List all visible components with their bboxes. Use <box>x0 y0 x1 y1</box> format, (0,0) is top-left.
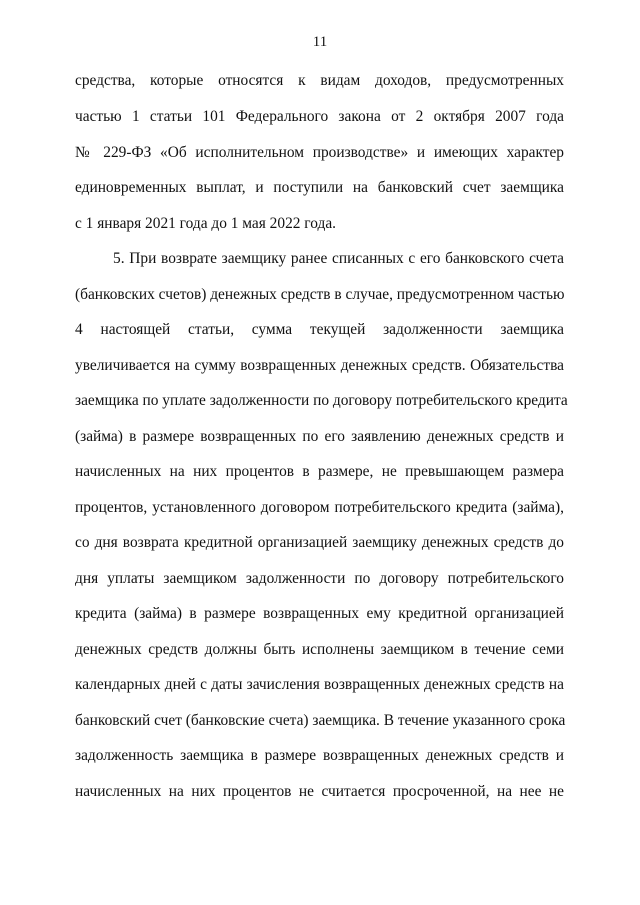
text-line-2: частью 1 статьи 101 Федерального закона от 2 октября 2007 года <box>75 108 564 125</box>
text-line-19: банковский счет (банковские счета) заемщика. В течение указанного срока <box>75 712 566 729</box>
text-line-21: начисленных на них процентов не считается просроченной, на нее не <box>75 783 564 800</box>
text-line-20: задолженность заемщика в размере возвращенных денежных средств и <box>75 747 564 764</box>
text-line-7: (банковских счетов) денежных средств в случае, предусмотренном частью <box>75 286 565 303</box>
text-line-10: заемщика по уплате задолженности по договору потребительского кредита <box>75 392 568 409</box>
text-line-6: 5. При возврате заемщику ранее списанных с его банковского счета <box>113 250 564 267</box>
page-number: 11 <box>312 34 328 50</box>
text-line-18: календарных дней с даты зачисления возвращенных денежных средств на <box>75 676 564 693</box>
text-line-17: денежных средств должны быть исполнены заемщиком в течение семи <box>75 641 564 658</box>
text-line-5: с 1 января 2021 года до 1 мая 2022 года. <box>75 215 337 232</box>
text-line-16: кредита (займа) в размере возвращенных ему кредитной организацией <box>75 605 564 622</box>
text-line-1: средства, которые относятся к видам доходов, предусмотренных <box>75 72 564 89</box>
text-line-13: процентов, установленного договором потребительского кредита (займа), <box>75 499 564 516</box>
text-line-8: 4 настоящей статьи, сумма текущей задолженности заемщика <box>75 321 564 338</box>
text-line-9: увеличивается на сумму возвращенных денежных средств. Обязательства <box>75 357 564 374</box>
text-line-14: со дня возврата кредитной организацией заемщику денежных средств до <box>75 534 564 551</box>
text-line-4: единовременных выплат, и поступили на банковский счет заемщика <box>75 179 564 196</box>
text-line-3: № 229-ФЗ «Об исполнительном производстве» и имеющих характер <box>75 144 564 161</box>
text-line-15: дня уплаты заемщиком задолженности по договору потребительского <box>75 570 564 587</box>
text-line-12: начисленных на них процентов в размере, не превышающем размера <box>75 463 564 480</box>
text-line-11: (займа) в размере возвращенных по его заявлению денежных средств и <box>75 428 564 445</box>
